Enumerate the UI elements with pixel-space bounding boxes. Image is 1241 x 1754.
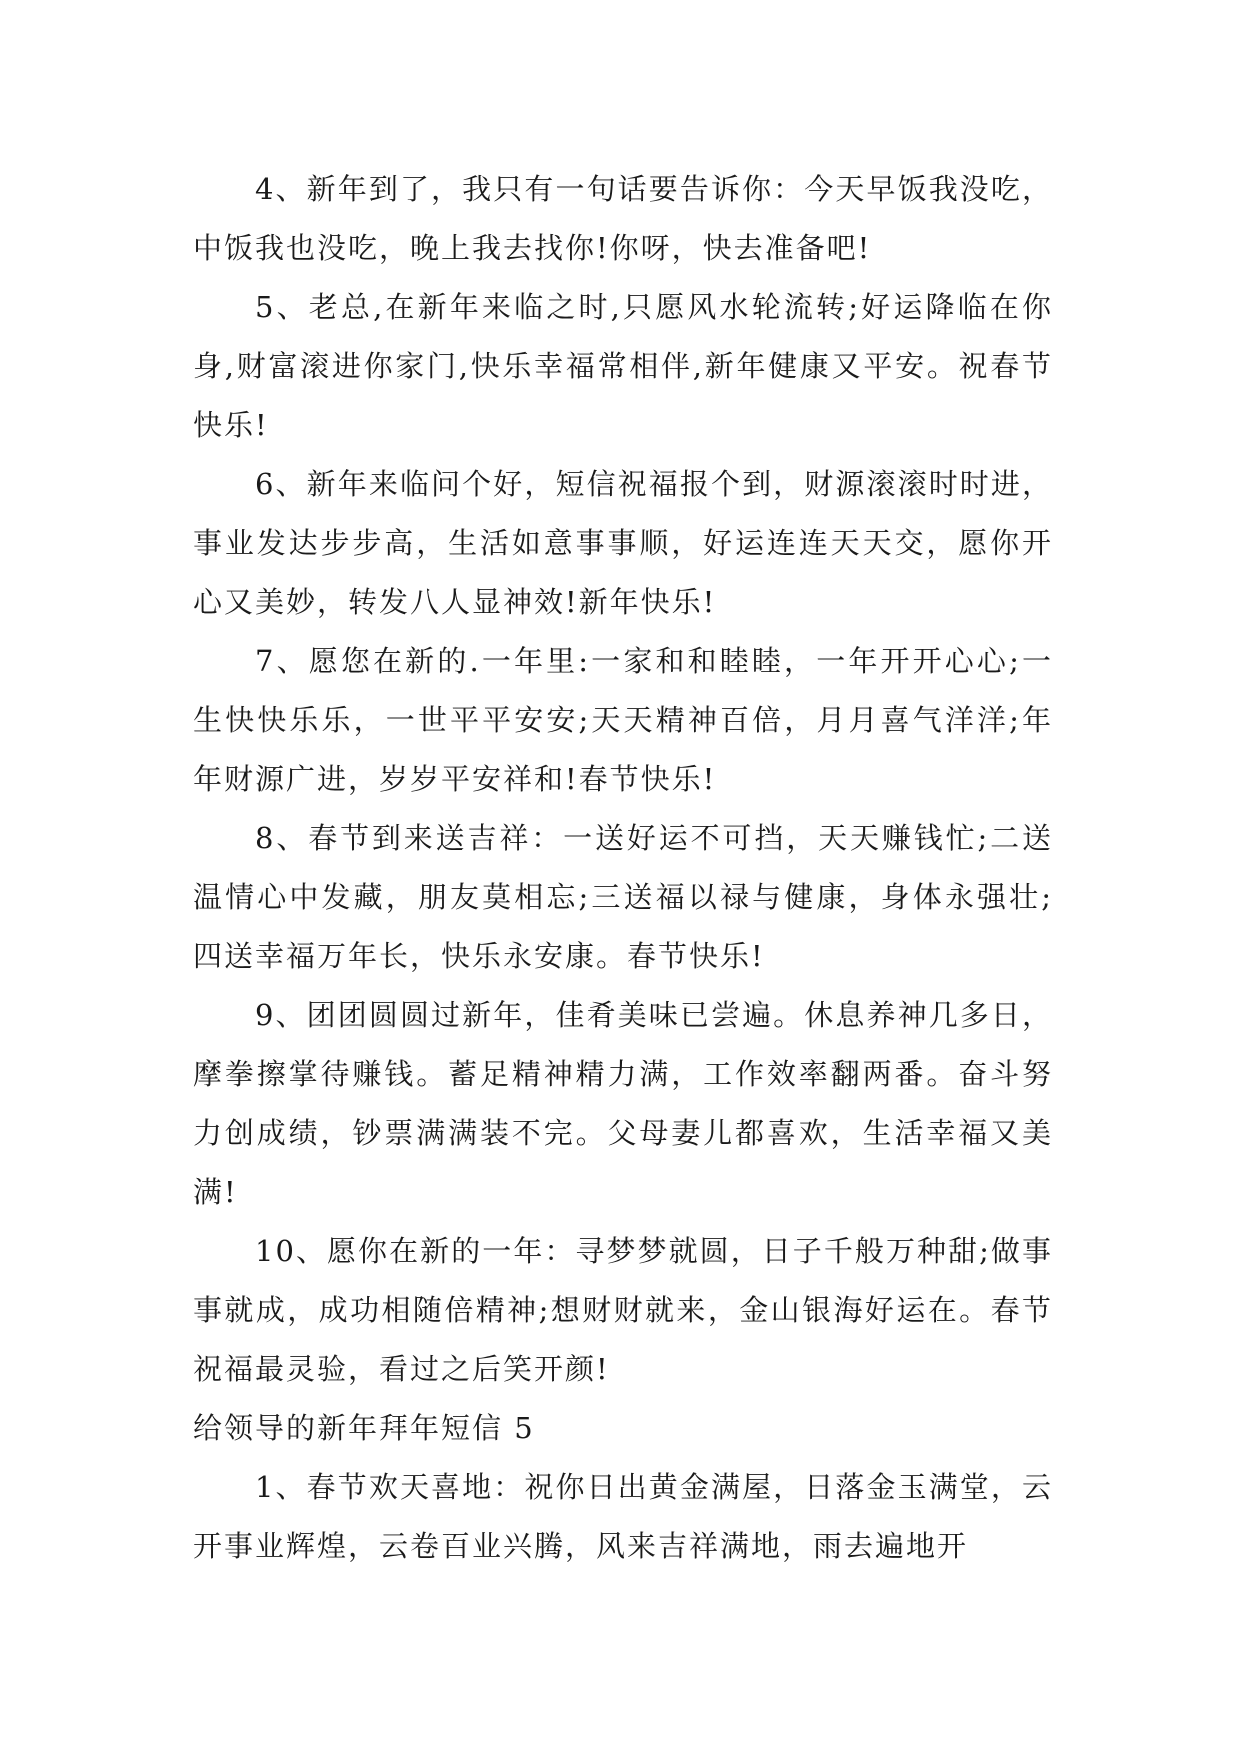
paragraph-item-9: 9、团团圆圆过新年，佳肴美味已尝遍。休息养神几多日，摩拳擦掌待赚钱。蓄足精神精力满，工作效率翻两番。奋斗努力创成绩，钞票满满装不完。父母妻儿都喜欢，生活幸福又美满! — [193, 998, 1053, 1209]
paragraph-item-6: 6、新年来临问个好，短信祝福报个到，财源滚滚时时进，事业发达步步高，生活如意事事顺，好运连连天天交，愿你开心又美妙，转发八人显神效!新年快乐! — [193, 467, 1053, 619]
paragraph-item-1: 1、春节欢天喜地：祝你日出黄金满屋，日落金玉满堂，云开事业辉煌，云卷百业兴腾，风来吉祥满地，雨去遍地开 — [193, 1470, 1053, 1563]
document-body — [193, 160, 1053, 1576]
paragraph-item-8: 8、春节到来送吉祥：一送好运不可挡，天天赚钱忙;二送温情心中发藏，朋友莫相忘;三送福以禄与健康，身体永强壮;四送幸福万年长，快乐永安康。春节快乐! — [193, 821, 1053, 973]
paragraph-item-5: 5、老总,在新年来临之时,只愿风水轮流转;好运降临在你身,财富滚进你家门,快乐幸福常相伴,新年健康又平安。祝春节快乐! — [193, 290, 1053, 442]
paragraph-item-10: 10、愿你在新的一年：寻梦梦就圆，日子千般万种甜;做事事就成，成功相随倍精神;想财财就来，金山银海好运在。春节祝福最灵验，看过之后笑开颜! — [193, 1234, 1053, 1386]
paragraph-item-4: 4、新年到了，我只有一句话要告诉你：今天早饭我没吃，中饭我也没吃，晚上我去找你!你呀，快去准备吧! — [193, 172, 1053, 265]
paragraph-item-7: 7、愿您在新的.一年里:一家和和睦睦，一年开开心心;一生快快乐乐，一世平平安安;天天精神百倍，月月喜气洋洋;年年财源广进，岁岁平安祥和!春节快乐! — [193, 644, 1053, 796]
section-title: 给领导的新年拜年短信 5 — [193, 1411, 535, 1445]
